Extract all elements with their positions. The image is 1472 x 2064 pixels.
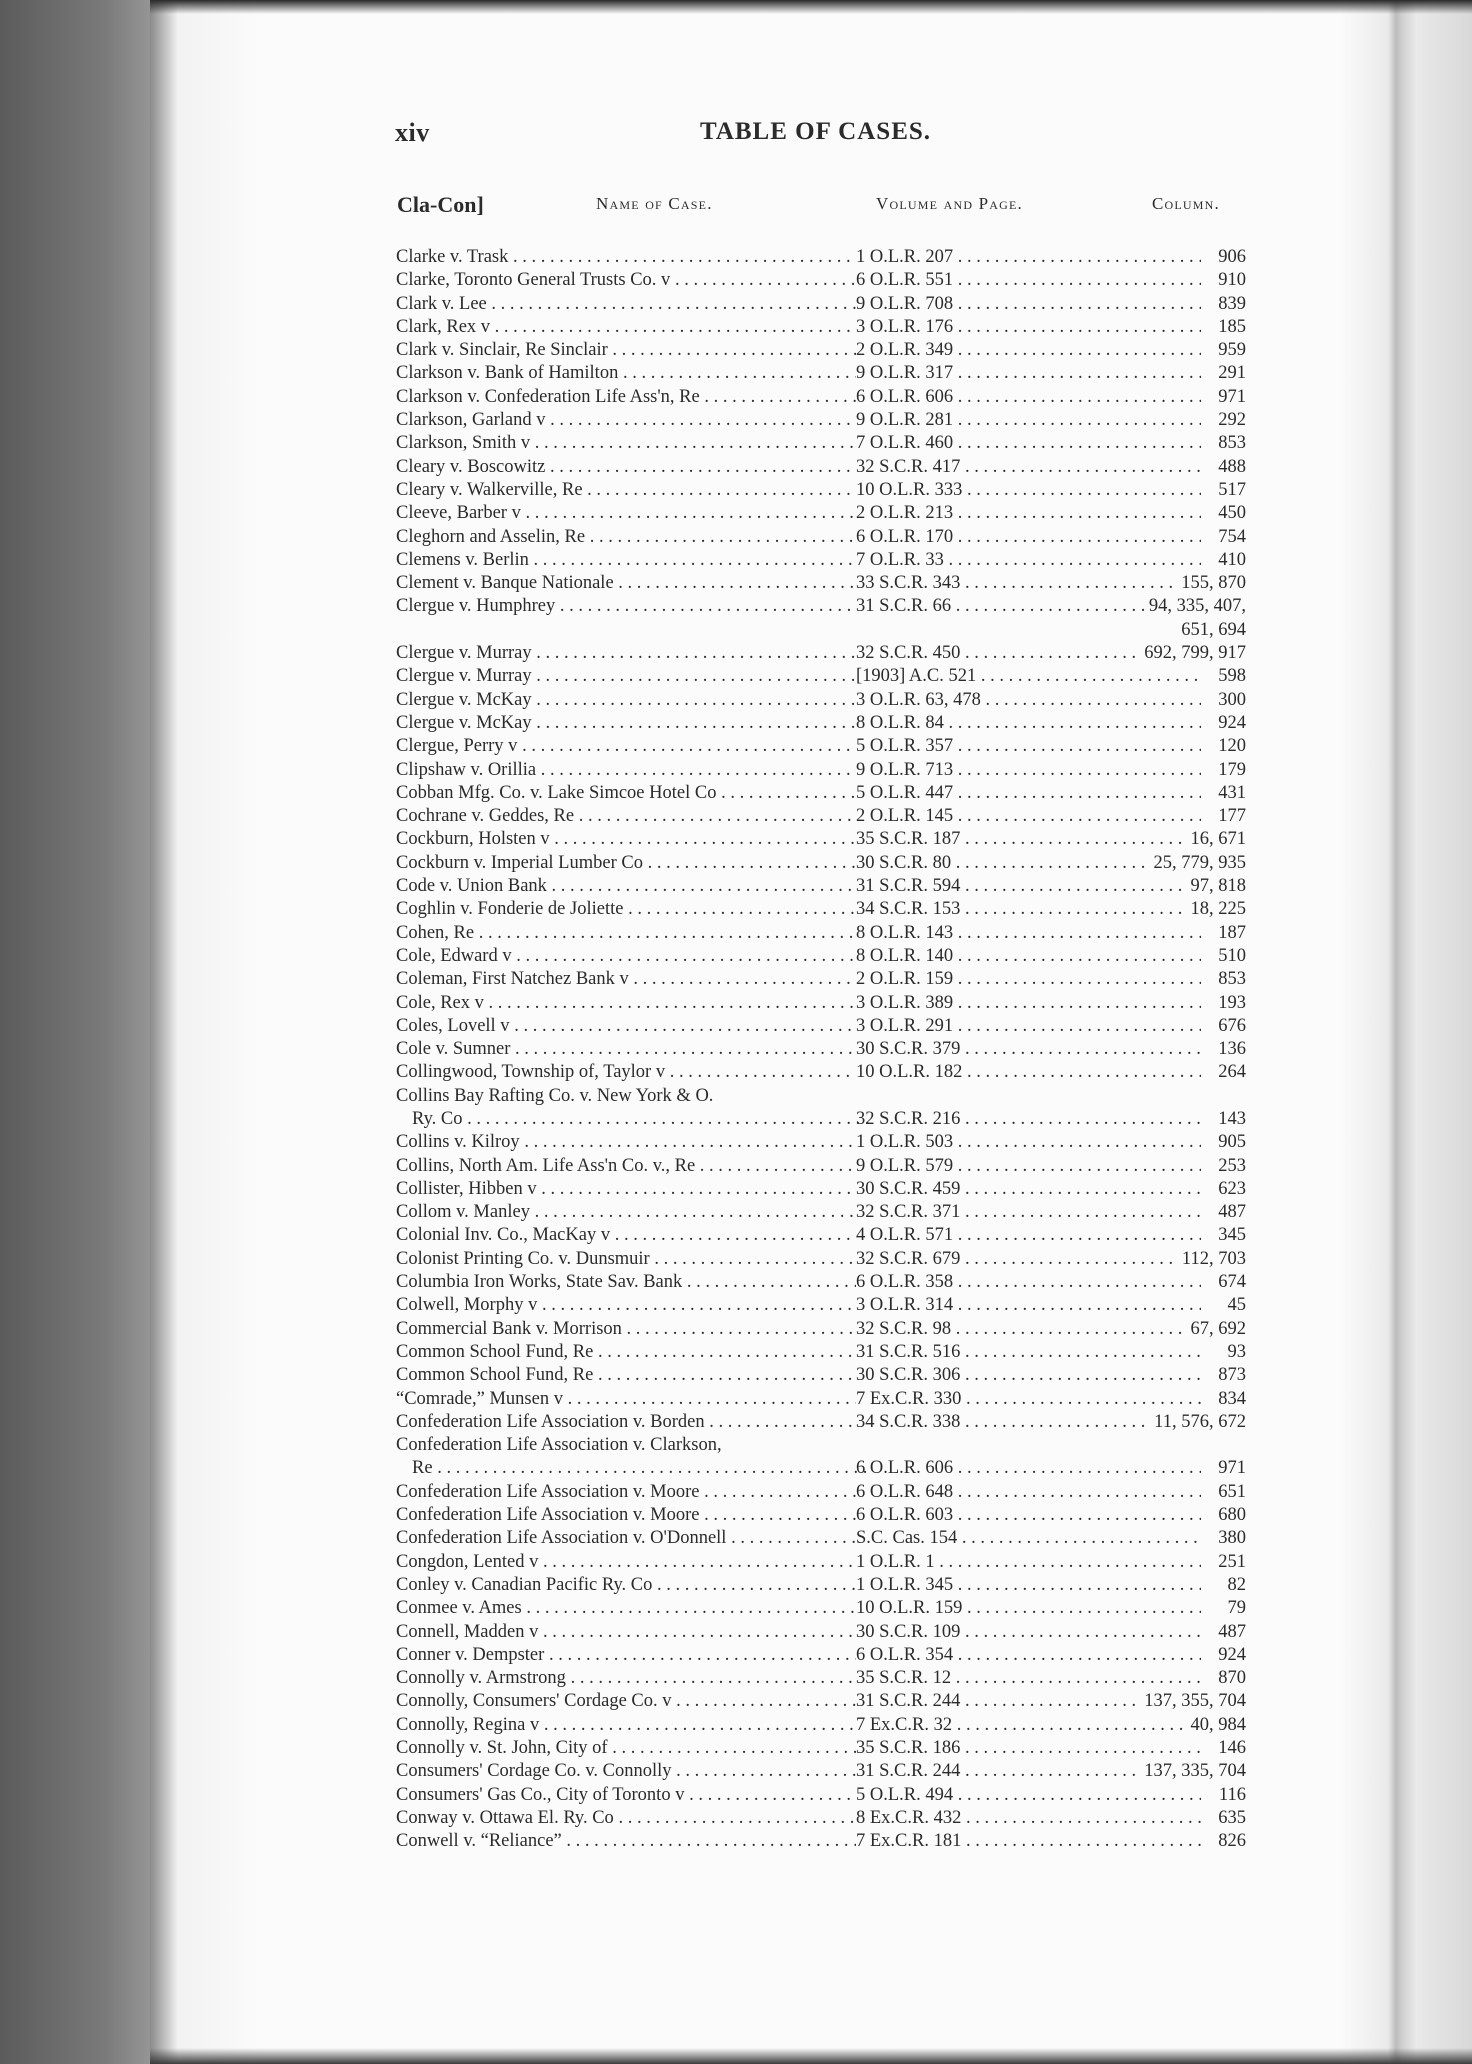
column-ref: 143 [1214,1108,1246,1131]
table-row [388,1551,1248,1574]
table-row [388,1061,1248,1084]
column-ref: 82 [1224,1574,1247,1597]
cases-table [388,246,1248,1853]
column-ref: 116 [1215,1784,1246,1807]
case-name: Cochrane v. Geddes, Re . . . [396,805,856,828]
table-row [388,316,1248,339]
volume-and-page: 3 O.L.R. 389 . . . [856,992,1201,1015]
volume-and-page: 9 O.L.R. 713 . . . [856,759,1201,782]
case-name: Cleary v. Boscowitz . . . [396,456,856,479]
column-ref: 971 [1214,386,1246,409]
table-row [388,479,1248,502]
table-row [388,689,1248,712]
case-name: “Comrade,” Munsen v . . . [396,1388,856,1411]
volume-and-page: 32 S.C.R. 417 . . . [856,456,1201,479]
column-ref: 193 [1214,992,1246,1015]
volume-and-page: 9 O.L.R. 579 . . . [856,1155,1201,1178]
case-name: Clarke v. Trask . . . [396,246,856,269]
case-name: Conner v. Dempster . . . [396,1644,856,1667]
table-row [388,409,1248,432]
volume-and-page: 6 O.L.R. 648 . . . [856,1481,1201,1504]
case-name: Conmee v. Ames . . . [396,1597,856,1620]
volume-and-page: 32 S.C.R. 679 . . . [856,1248,1201,1271]
volume-and-page: 6 O.L.R. 170 . . . [856,526,1201,549]
volume-and-page: 31 S.C.R. 594 . . . [856,875,1201,898]
volume-and-page: 2 O.L.R. 159 . . . [856,968,1201,991]
table-row [388,759,1248,782]
volume-and-page: 8 O.L.R. 140 . . . [856,945,1201,968]
header-name-of-case: Name of Case. [596,194,713,213]
volume-and-page: 9 O.L.R. 317 . . . [856,362,1201,385]
table-row [388,1201,1248,1224]
table-row [388,852,1248,875]
volume-and-page: 31 S.C.R. 244 . . . [856,1760,1201,1783]
volume-and-page: 2 O.L.R. 145 . . . [856,805,1201,828]
column-ref: 185 [1214,316,1246,339]
volume-and-page: 31 S.C.R. 516 . . . [856,1341,1201,1364]
column-ref: 179 [1214,759,1246,782]
table-row [388,1667,1248,1690]
volume-and-page: 35 S.C.R. 12 . . . [856,1667,1201,1690]
table-row [388,665,1248,688]
volume-and-page: 32 S.C.R. 450 . . . [856,642,1201,665]
column-ref: 292 [1214,409,1246,432]
table-row [388,1760,1248,1783]
volume-and-page: [1903] A.C. 521 . . . [856,665,1201,688]
column-ref: 853 [1214,432,1246,455]
column-ref: 651 [1214,1481,1246,1504]
case-name: Code v. Union Bank . . . [396,875,856,898]
case-name: Colonial Inv. Co., MacKay v . . . [396,1224,856,1247]
case-name: Clergue v. Murray . . . [396,642,856,665]
table-row [388,1830,1248,1853]
case-name: Clarkson, Smith v . . . [396,432,856,455]
volume-and-page: 8 Ex.C.R. 432 . . . [856,1807,1201,1830]
case-name: Colonist Printing Co. v. Dunsmuir . . . [396,1248,856,1271]
column-ref: 651, 694 [1177,619,1246,642]
table-row [388,805,1248,828]
column-ref: 291 [1214,362,1246,385]
volume-and-page: 8 O.L.R. 143 . . . [856,922,1201,945]
table-row [388,1178,1248,1201]
header-volume-and-page: Volume and Page. [876,194,1024,213]
column-ref: 410 [1214,549,1246,572]
case-name: Confederation Life Association v. O'Donnell . . . [396,1527,856,1550]
table-row [388,1504,1248,1527]
volume-and-page: 3 O.L.R. 291 . . . [856,1015,1201,1038]
table-row [388,1690,1248,1713]
volume-and-page: 6 O.L.R. 358 . . . [856,1271,1201,1294]
table-row [388,922,1248,945]
volume-and-page: 7 O.L.R. 33 . . . [856,549,1201,572]
table-row [388,595,1248,618]
column-ref: 905 [1214,1131,1246,1154]
volume-and-page: 8 O.L.R. 84 . . . [856,712,1201,735]
column-ref: 300 [1214,689,1246,712]
column-ref: 136 [1214,1038,1246,1061]
volume-and-page: 31 S.C.R. 244 . . . [856,1690,1201,1713]
column-ref: 488 [1214,456,1246,479]
table-row [388,1318,1248,1341]
column-ref: 187 [1214,922,1246,945]
table-row [388,1574,1248,1597]
table-row [388,1527,1248,1550]
header-column: Column. [1152,194,1220,213]
table-row [388,293,1248,316]
bottom-shadow [150,2048,1472,2064]
case-name: Collingwood, Township of, Taylor v . . . [396,1061,856,1084]
volume-and-page: 6 O.L.R. 606 . . . [856,1457,1201,1480]
case-name: Coghlin v. Fonderie de Joliette . . . [396,898,856,921]
table-row [388,572,1248,595]
column-ref: 517 [1214,479,1246,502]
table-row [388,898,1248,921]
table-row [388,1294,1248,1317]
case-name: Cleghorn and Asselin, Re . . . [396,526,856,549]
table-row [388,1457,1248,1480]
table-row [388,526,1248,549]
column-ref: 680 [1214,1504,1246,1527]
table-row [388,875,1248,898]
case-name: Coleman, First Natchez Bank v . . . [396,968,856,991]
column-ref: 93 [1224,1341,1247,1364]
table-row [388,945,1248,968]
case-name: Clipshaw v. Orillia . . . [396,759,856,782]
table-row [388,619,1248,642]
case-name: Clarkson v. Bank of Hamilton . . . [396,362,856,385]
case-name: Common School Fund, Re . . . [396,1341,856,1364]
column-ref: 676 [1214,1015,1246,1038]
volume-and-page: 5 O.L.R. 494 . . . [856,1784,1201,1807]
volume-and-page: 35 S.C.R. 186 . . . [856,1737,1201,1760]
column-ref: 11, 576, 672 [1150,1411,1246,1434]
case-name: Connell, Madden v . . . [396,1621,856,1644]
column-ref: 510 [1214,945,1246,968]
volume-and-page: 5 O.L.R. 447 . . . [856,782,1201,805]
volume-and-page: 30 S.C.R. 80 . . . [856,852,1201,875]
table-row [388,782,1248,805]
volume-and-page: 7 Ex.C.R. 330 . . . [856,1388,1201,1411]
case-name: Conley v. Canadian Pacific Ry. Co . . . [396,1574,856,1597]
volume-and-page: 32 S.C.R. 371 . . . [856,1201,1201,1224]
table-row [388,362,1248,385]
volume-and-page: 30 S.C.R. 379 . . . [856,1038,1201,1061]
column-ref: 45 [1224,1294,1247,1317]
case-name: Collister, Hibben v . . . [396,1178,856,1201]
case-name: Cohen, Re . . . [396,922,856,945]
table-row [388,642,1248,665]
case-name: Clergue v. McKay . . . [396,712,856,735]
table-row [388,1364,1248,1387]
table-row [388,1481,1248,1504]
case-name: Clarkson, Garland v . . . [396,409,856,432]
column-ref: 598 [1214,665,1246,688]
case-name: Clarkson v. Confederation Life Ass'n, Re . . . [396,386,856,409]
column-ref: 40, 984 [1187,1714,1247,1737]
case-name: Clark, Rex v . . . [396,316,856,339]
case-name: Connolly, Regina v . . . [396,1714,856,1737]
volume-and-page: 9 O.L.R. 708 . . . [856,293,1201,316]
table-row [388,1621,1248,1644]
volume-and-page: 3 O.L.R. 314 . . . [856,1294,1201,1317]
column-ref: 674 [1214,1271,1246,1294]
case-name: Confederation Life Association v. Borden . . . [396,1411,856,1434]
case-name: Commercial Bank v. Morrison . . . [396,1318,856,1341]
column-ref: 450 [1214,502,1246,525]
volume-and-page: 32 S.C.R. 98 . . . [856,1318,1201,1341]
column-ref: 834 [1214,1388,1246,1411]
table-row [388,828,1248,851]
volume-and-page: 5 O.L.R. 357 . . . [856,735,1201,758]
column-ref: 18, 225 [1187,898,1247,921]
case-name: Conway v. Ottawa El. Ry. Co . . . [396,1807,856,1830]
volume-and-page: 6 O.L.R. 354 . . . [856,1644,1201,1667]
table-row [388,1131,1248,1154]
case-name: Columbia Iron Works, State Sav. Bank . . . [396,1271,856,1294]
volume-and-page: 35 S.C.R. 187 . . . [856,828,1201,851]
case-name: Clement v. Banque Nationale . . . [396,572,856,595]
case-name: Re . . . [412,1457,872,1480]
table-row [388,269,1248,292]
column-ref: 155, 870 [1177,572,1246,595]
case-name: Cole, Rex v . . . [396,992,856,1015]
volume-and-page: 1 O.L.R. 1 . . . [856,1551,1201,1574]
case-name: Colwell, Morphy v . . . [396,1294,856,1317]
table-row [388,1714,1248,1737]
volume-and-page: 10 O.L.R. 182 . . . [856,1061,1201,1084]
column-ref: 67, 692 [1187,1318,1247,1341]
volume-and-page: 30 S.C.R. 306 . . . [856,1364,1201,1387]
range-marker: Cla-Con] [397,192,484,217]
case-name: Collins v. Kilroy . . . [396,1131,856,1154]
volume-and-page: 4 O.L.R. 571 . . . [856,1224,1201,1247]
column-ref: 16, 671 [1187,828,1247,851]
case-name: Cleary v. Walkerville, Re . . . [396,479,856,502]
volume-and-page: 3 O.L.R. 63, 478 . . . [856,689,1201,712]
case-name: Consumers' Gas Co., City of Toronto v . . . [396,1784,856,1807]
case-name: Clark v. Sinclair, Re Sinclair . . . [396,339,856,362]
column-ref: 137, 355, 704 [1140,1690,1246,1713]
column-ref: 487 [1214,1621,1246,1644]
table-row [388,992,1248,1015]
case-name: Clergue v. McKay . . . [396,689,856,712]
case-name: Clarke, Toronto General Trusts Co. v . . . [396,269,856,292]
column-ref: 910 [1214,269,1246,292]
column-ref: 345 [1214,1224,1246,1247]
column-ref: 380 [1214,1527,1246,1550]
case-name: Cockburn, Holsten v . . . [396,828,856,851]
volume-and-page: 6 O.L.R. 606 . . . [856,386,1201,409]
column-ref: 94, 335, 407, [1145,595,1246,618]
table-row [388,1644,1248,1667]
column-ref: 873 [1214,1364,1246,1387]
column-ref: 264 [1214,1061,1246,1084]
column-ref: 839 [1214,293,1246,316]
case-name: Cole, Edward v . . . [396,945,856,968]
volume-and-page: 32 S.C.R. 216 . . . [856,1108,1201,1131]
table-row [388,1341,1248,1364]
volume-and-page: 1 O.L.R. 503 . . . [856,1131,1201,1154]
left-book-edge [0,0,150,2064]
table-row [388,712,1248,735]
case-name: Clergue v. Humphrey . . . [396,595,856,618]
column-ref: 959 [1214,339,1246,362]
case-name: Collom v. Manley . . . [396,1201,856,1224]
case-name: Cockburn v. Imperial Lumber Co . . . [396,852,856,875]
case-name: Cole v. Sumner . . . [396,1038,856,1061]
case-name: Cleeve, Barber v . . . [396,502,856,525]
case-name: Consumers' Cordage Co. v. Connolly . . . [396,1760,856,1783]
case-name: Coles, Lovell v . . . [396,1015,856,1038]
case-name: Connolly v. Armstrong . . . [396,1667,856,1690]
column-ref: 754 [1214,526,1246,549]
table-row [388,968,1248,991]
case-name: Cobban Mfg. Co. v. Lake Simcoe Hotel Co . . . [396,782,856,805]
case-name: Connolly v. St. John, City of . . . [396,1737,856,1760]
table-row [388,386,1248,409]
page-title: TABLE OF CASES. [700,118,932,145]
column-ref: 826 [1214,1830,1246,1853]
table-row [388,1737,1248,1760]
case-name: Conwell v. “Reliance” . . . [396,1830,856,1853]
case-name: Clergue, Perry v . . . [396,735,856,758]
column-ref: 924 [1214,712,1246,735]
column-ref: 971 [1214,1457,1246,1480]
column-ref: 906 [1214,246,1246,269]
column-ref: 79 [1224,1597,1247,1620]
table-row [388,1271,1248,1294]
table-row [388,1597,1248,1620]
table-row [388,502,1248,525]
table-row [388,1388,1248,1411]
case-name: Connolly, Consumers' Cordage Co. v . . . [396,1690,856,1713]
case-name: Clark v. Lee . . . [396,293,856,316]
volume-and-page: 6 O.L.R. 551 . . . [856,269,1201,292]
table-row [388,432,1248,455]
volume-and-page: 30 S.C.R. 459 . . . [856,1178,1201,1201]
column-ref: 253 [1214,1155,1246,1178]
table-row [388,1038,1248,1061]
case-name: Confederation Life Association v. Clarkson, [396,1435,722,1456]
top-shadow [150,0,1472,14]
volume-and-page: 30 S.C.R. 109 . . . [856,1621,1201,1644]
column-ref: 623 [1214,1178,1246,1201]
volume-and-page: 2 O.L.R. 349 . . . [856,339,1201,362]
volume-and-page: 7 Ex.C.R. 32 . . . [856,1714,1201,1737]
volume-and-page: 34 S.C.R. 153 . . . [856,898,1201,921]
table-row [388,1155,1248,1178]
column-ref: 120 [1214,735,1246,758]
volume-and-page: 3 O.L.R. 176 . . . [856,316,1201,339]
volume-and-page: 33 S.C.R. 343 . . . [856,572,1201,595]
table-row [388,1784,1248,1807]
volume-and-page: S.C. Cas. 154 . . . [856,1527,1201,1550]
column-ref: 635 [1214,1807,1246,1830]
column-ref: 146 [1214,1737,1246,1760]
column-ref: 692, 799, 917 [1140,642,1246,665]
volume-and-page: 9 O.L.R. 281 . . . [856,409,1201,432]
case-name: Clergue v. Murray . . . [396,665,856,688]
volume-and-page: 10 O.L.R. 159 . . . [856,1597,1201,1620]
case-name: Confederation Life Association v. Moore . . . [396,1504,856,1527]
column-ref: 870 [1214,1667,1246,1690]
column-ref: 431 [1214,782,1246,805]
table-row [388,735,1248,758]
volume-and-page: 7 O.L.R. 460 . . . [856,432,1201,455]
volume-and-page: 6 O.L.R. 603 . . . [856,1504,1201,1527]
table-row [388,549,1248,572]
table-row [388,339,1248,362]
volume-and-page: 10 O.L.R. 333 . . . [856,479,1201,502]
column-ref: 112, 703 [1178,1248,1246,1271]
table-row [388,246,1248,269]
column-ref: 487 [1214,1201,1246,1224]
table-row [388,1434,1248,1457]
table-row [388,1807,1248,1830]
table-row [388,1085,1248,1108]
case-name: Congdon, Lented v . . . [396,1551,856,1574]
volume-and-page: 1 O.L.R. 345 . . . [856,1574,1201,1597]
column-ref: 924 [1214,1644,1246,1667]
volume-and-page: 31 S.C.R. 66 . . . [856,595,1201,618]
column-ref: 853 [1214,968,1246,991]
case-name: Ry. Co . . . [412,1108,872,1131]
volume-and-page: 1 O.L.R. 207 . . . [856,246,1201,269]
table-row [388,1224,1248,1247]
case-name: Confederation Life Association v. Moore . . . [396,1481,856,1504]
column-ref: 97, 818 [1187,875,1247,898]
table-row [388,1015,1248,1038]
column-ref: 177 [1214,805,1246,828]
case-name: Collins, North Am. Life Ass'n Co. v., Re . . . [396,1155,856,1178]
case-name: Common School Fund, Re . . . [396,1364,856,1387]
column-ref: 251 [1214,1551,1246,1574]
table-row [388,1248,1248,1271]
table-row [388,1411,1248,1434]
table-row [388,456,1248,479]
volume-and-page: 7 Ex.C.R. 181 . . . [856,1830,1201,1853]
volume-and-page: 34 S.C.R. 338 . . . [856,1411,1201,1434]
volume-and-page: 2 O.L.R. 213 . . . [856,502,1201,525]
column-ref: 25, 779, 935 [1150,852,1247,875]
table-row [388,1108,1248,1131]
page-number: xiv [395,118,430,147]
column-ref: 137, 335, 704 [1140,1760,1246,1783]
case-name: Clemens v. Berlin . . . [396,549,856,572]
case-name: Collins Bay Rafting Co. v. New York & O. [396,1085,714,1106]
